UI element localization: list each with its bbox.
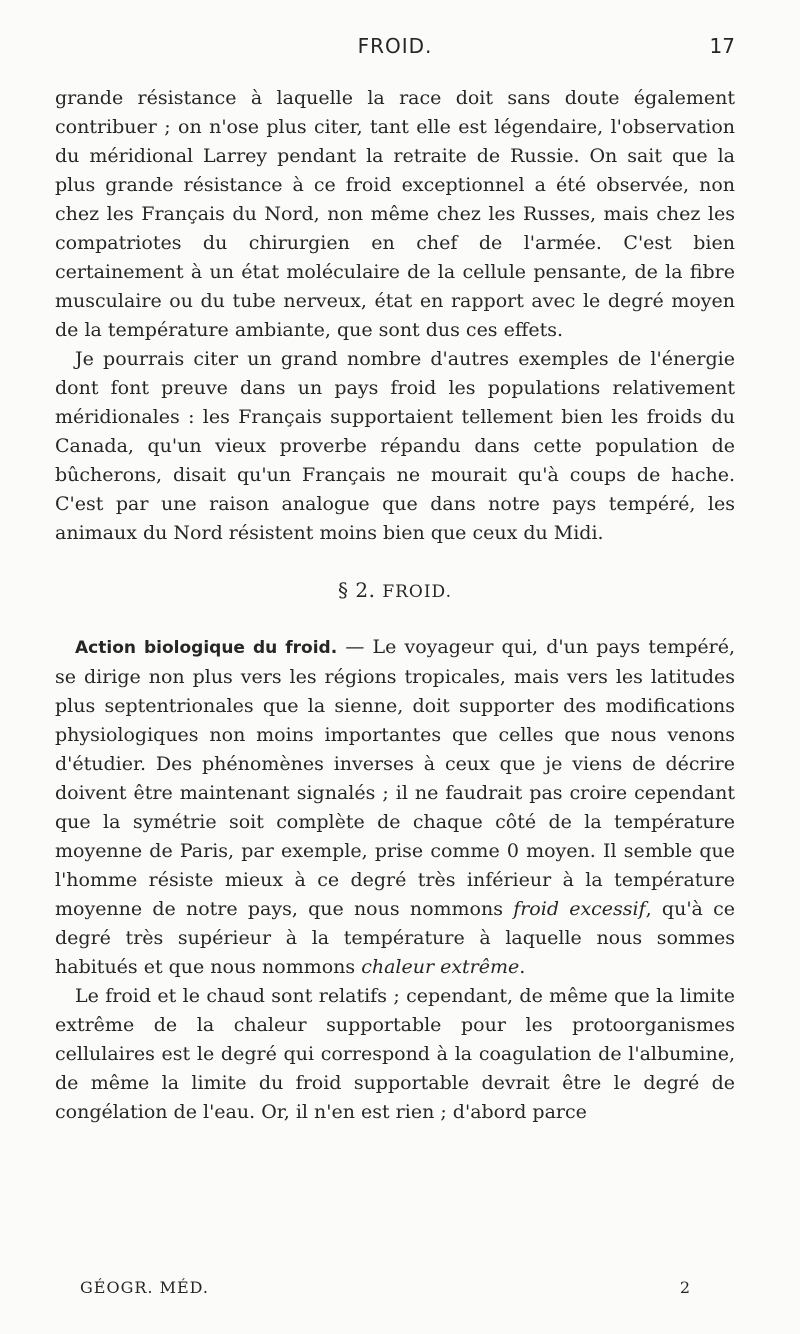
- paragraph-3-lead: — Le voyageur qui, d'un pays tempéré, se dirige non plus vers les régions tropicales, mais vers les latitudes plus septentrionales que la sienne, doit supporter des modifications physiologiques non moins importantes que celles que nous venons d'étudier. Des phénomènes inverses à ceux que je viens de décrire doivent être maintenant signalés ; il ne faudrait pas croire cependant que la symétrie soit complète de chaque côté de la température moyenne de Paris, par exemple, prise comme 0 moyen. Il semble que l'homme résiste mieux à ce degré très inférieur à la température moyenne de notre pays, que nous nommons: [55, 636, 735, 920]
- signature-number: 2: [679, 1278, 690, 1297]
- run-in-heading: Action biologique du froid.: [75, 638, 338, 658]
- term-froid-excessif: froid excessif: [513, 898, 646, 920]
- paragraph-1: grande résistance à laquelle la race doit sans doute également contribuer ; on n'ose plus citer, tant elle est légendaire, l'observation du méridional Larrey pendant la retraite de Russie. On sait que la plus grande résistance à ce froid exceptionnel a été observée, non chez les Français du Nord, non même chez les Russes, mais chez les compatriotes du chirurgien en chef de l'armée. C'est bien certainement à un état moléculaire de la cellule pensante, de la fibre musculaire ou du tube nerveux, état en rapport avec le degré moyen de la température ambiante, que sont dus ces effets.: [55, 87, 735, 341]
- signature-mark: GÉOGR. MÉD.: [80, 1278, 209, 1297]
- paragraph-3-end: .: [519, 956, 526, 978]
- section-number: § 2.: [338, 578, 376, 602]
- paragraph-3-middle: , qu'à ce degré très supérieur à la température à laquelle nous sommes habitués et que nous nommons: [55, 898, 735, 978]
- paragraph-3: [55, 633, 735, 982]
- paragraph-2: Je pourrais citer un grand nombre d'autres exemples de l'énergie dont font preuve dans un pays froid les populations relativement méridionales : les Français supportaient tellement bien les froids du Canada, qu'un vieux proverbe répandu dans cette population de bûcherons, disait qu'un Français ne mourait qu'à coups de hache. C'est par une raison analogue que dans notre pays tempéré, les animaux du Nord résistent moins bien que ceux du Midi.: [55, 348, 735, 544]
- section-title: FROID.: [382, 582, 452, 602]
- body-text: [55, 84, 735, 1127]
- paragraph-4: Le froid et le chaud sont relatifs ; cependant, de même que la limite extrême de la chaleur supportable pour les protoorganismes cellulaires est le degré qui correspond à la coagulation de l'albumine, de même la limite du froid supportable devrait être le degré de congélation de l'eau. Or, il n'en est rien ; d'abord parce: [55, 985, 735, 1123]
- running-title: FROID.: [357, 34, 433, 58]
- term-chaleur-extreme: chaleur extrême: [361, 956, 520, 978]
- section-heading: [55, 576, 735, 607]
- page-header: [55, 34, 735, 64]
- page-footer: [80, 1278, 690, 1302]
- page-number: 17: [709, 34, 735, 58]
